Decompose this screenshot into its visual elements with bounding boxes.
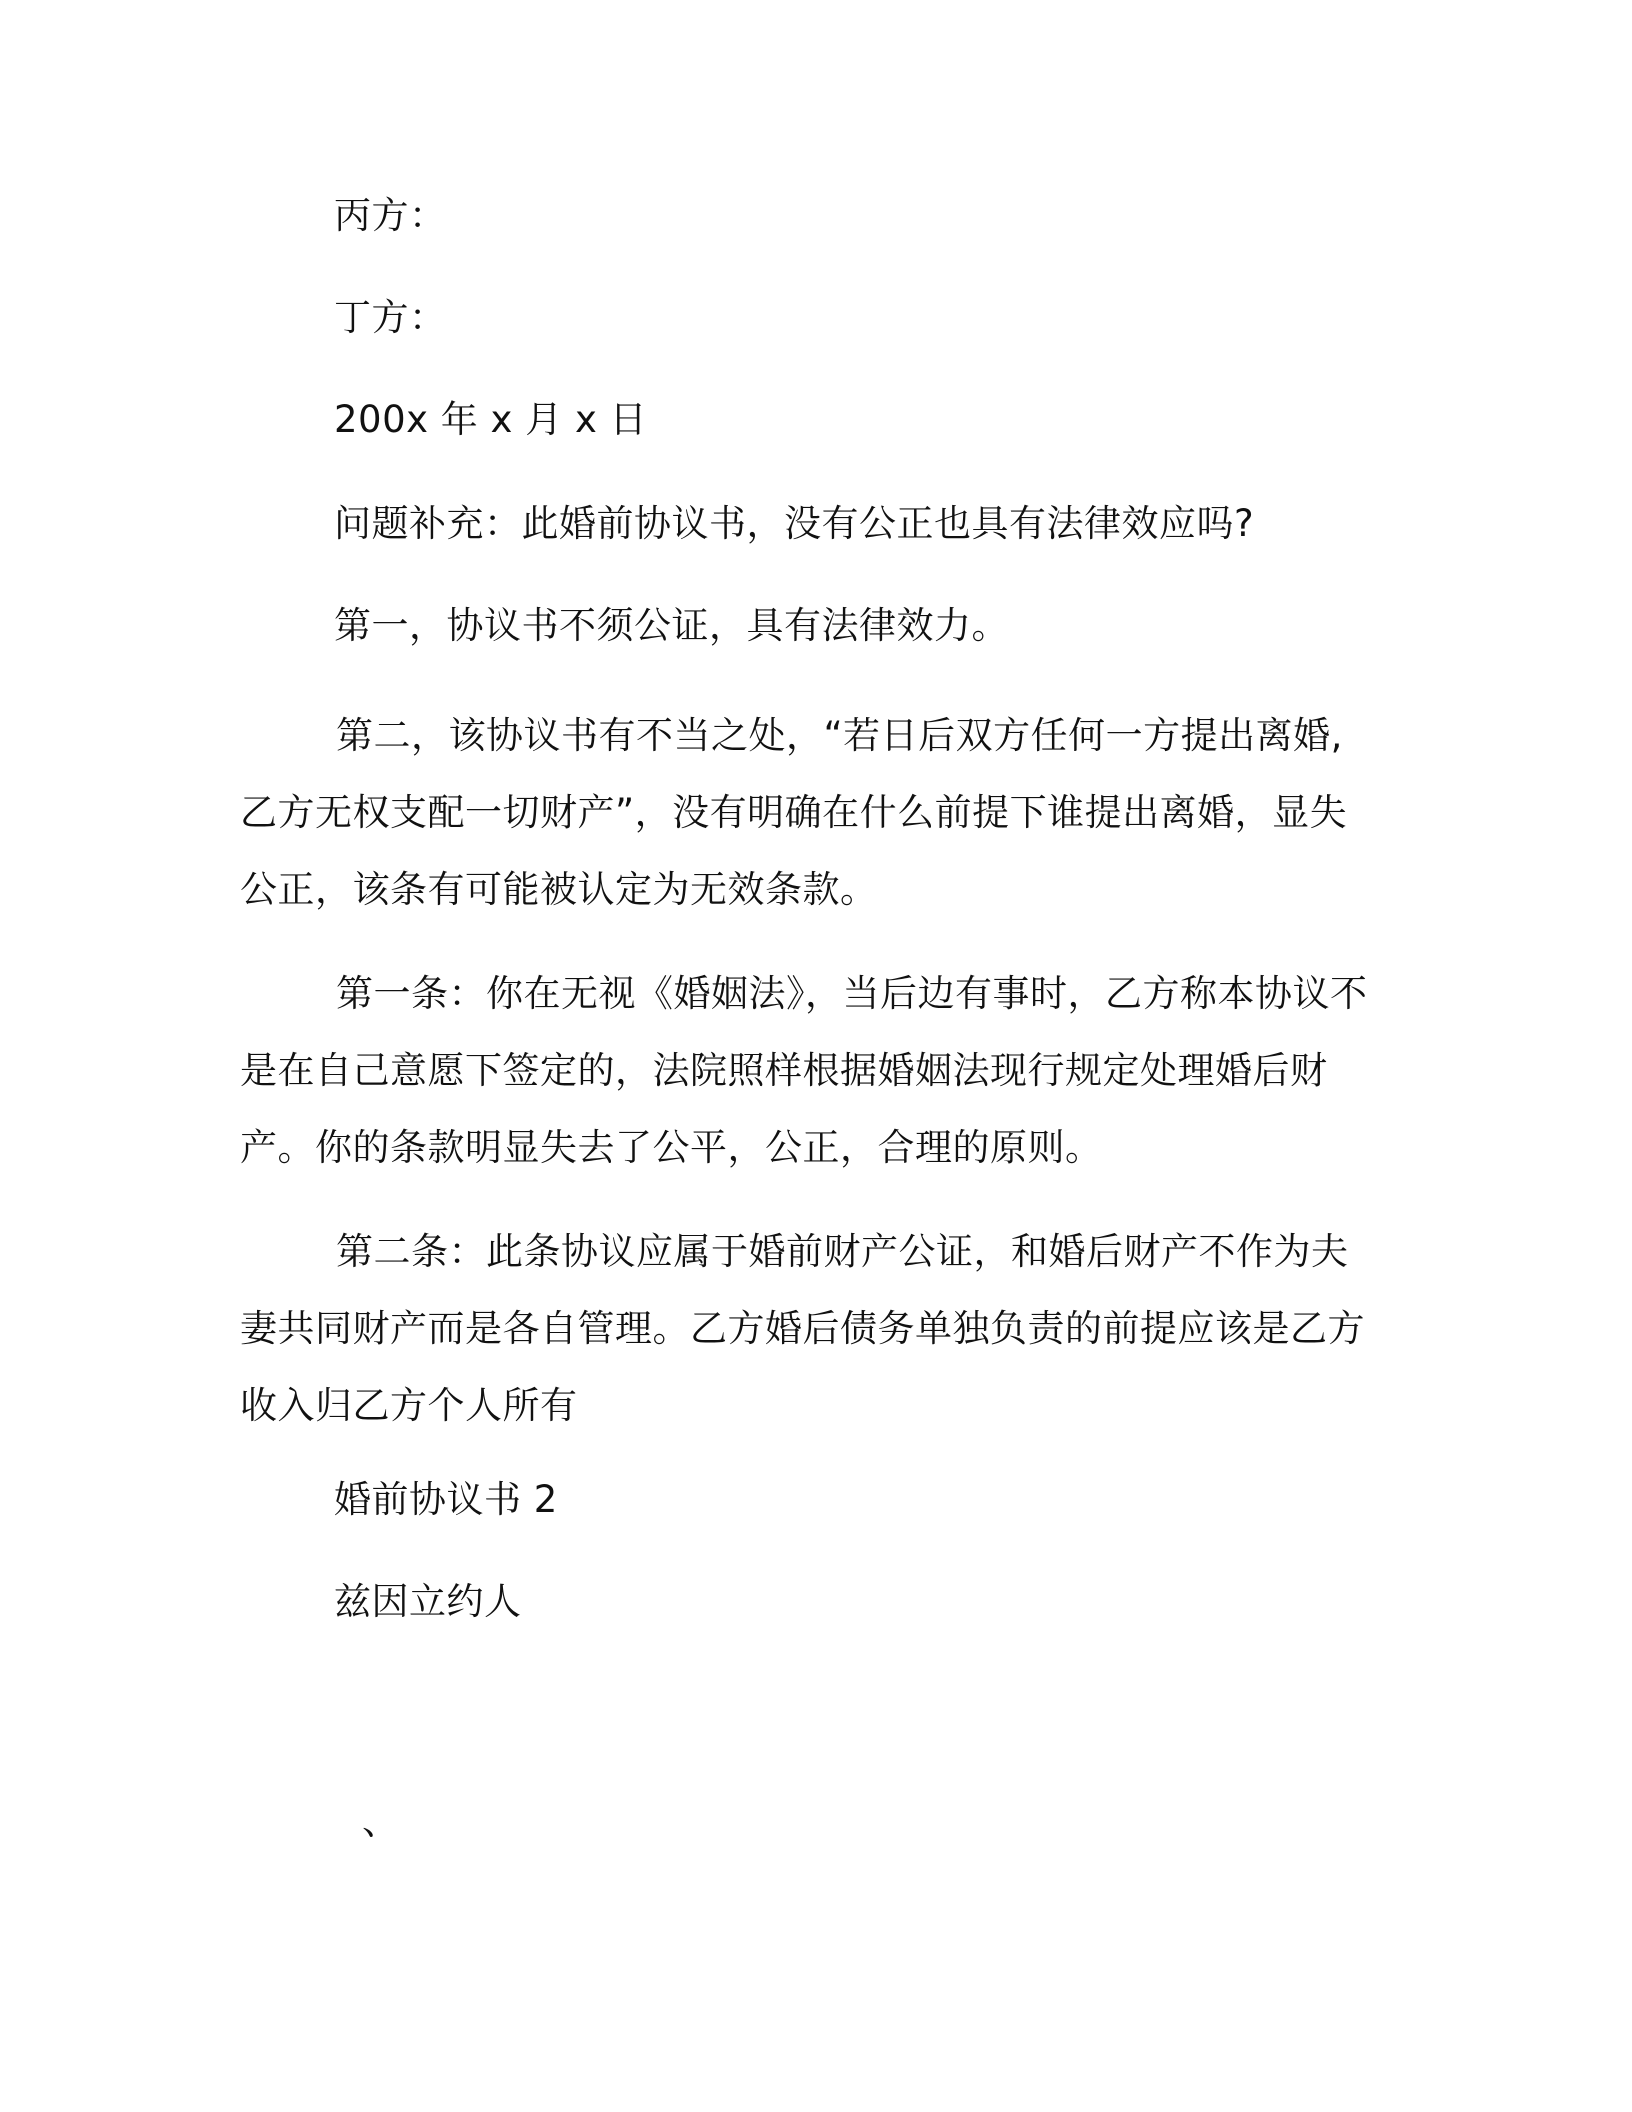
opening-line: 兹因立约人 (334, 1580, 522, 1623)
article-two-paragraph: 第二条：此条协议应属于婚前财产公证，和婚后财产不作为夫妻共同财产而是各自管理。乙方婚后债务单独负责的前提应该是乙方收入归乙方个人所有 (240, 1230, 1365, 1427)
section-title: 婚前协议书 2 (334, 1478, 558, 1521)
date-line: 200x 年 x 月 x 日 (334, 398, 648, 441)
question-line: 问题补充：此婚前协议书，没有公正也具有法律效应吗? (334, 502, 1255, 545)
answer-first-line: 第一，协议书不须公证，具有法律效力。 (334, 604, 1009, 647)
party-c-line: 丙方： (334, 194, 447, 237)
article-one-paragraph: 第一条：你在无视《婚姻法》，当后边有事时，乙方称本协议不是在自己意愿下签定的，法院照样根据婚姻法现行规定处理婚后财产。你的条款明显失去了公平，公正，合理的原则。 (240, 972, 1368, 1169)
stray-punctuation-mark: 、 (362, 1800, 399, 1843)
answer-second-paragraph: 第二，该协议书有不当之处，“若日后双方任何一方提出离婚,乙方无权支配一切财产”，没有明确在什么前提下谁提出离婚，显失公正，该条有可能被认定为无效条款。 (240, 714, 1348, 911)
party-d-line: 丁方： (334, 296, 447, 339)
